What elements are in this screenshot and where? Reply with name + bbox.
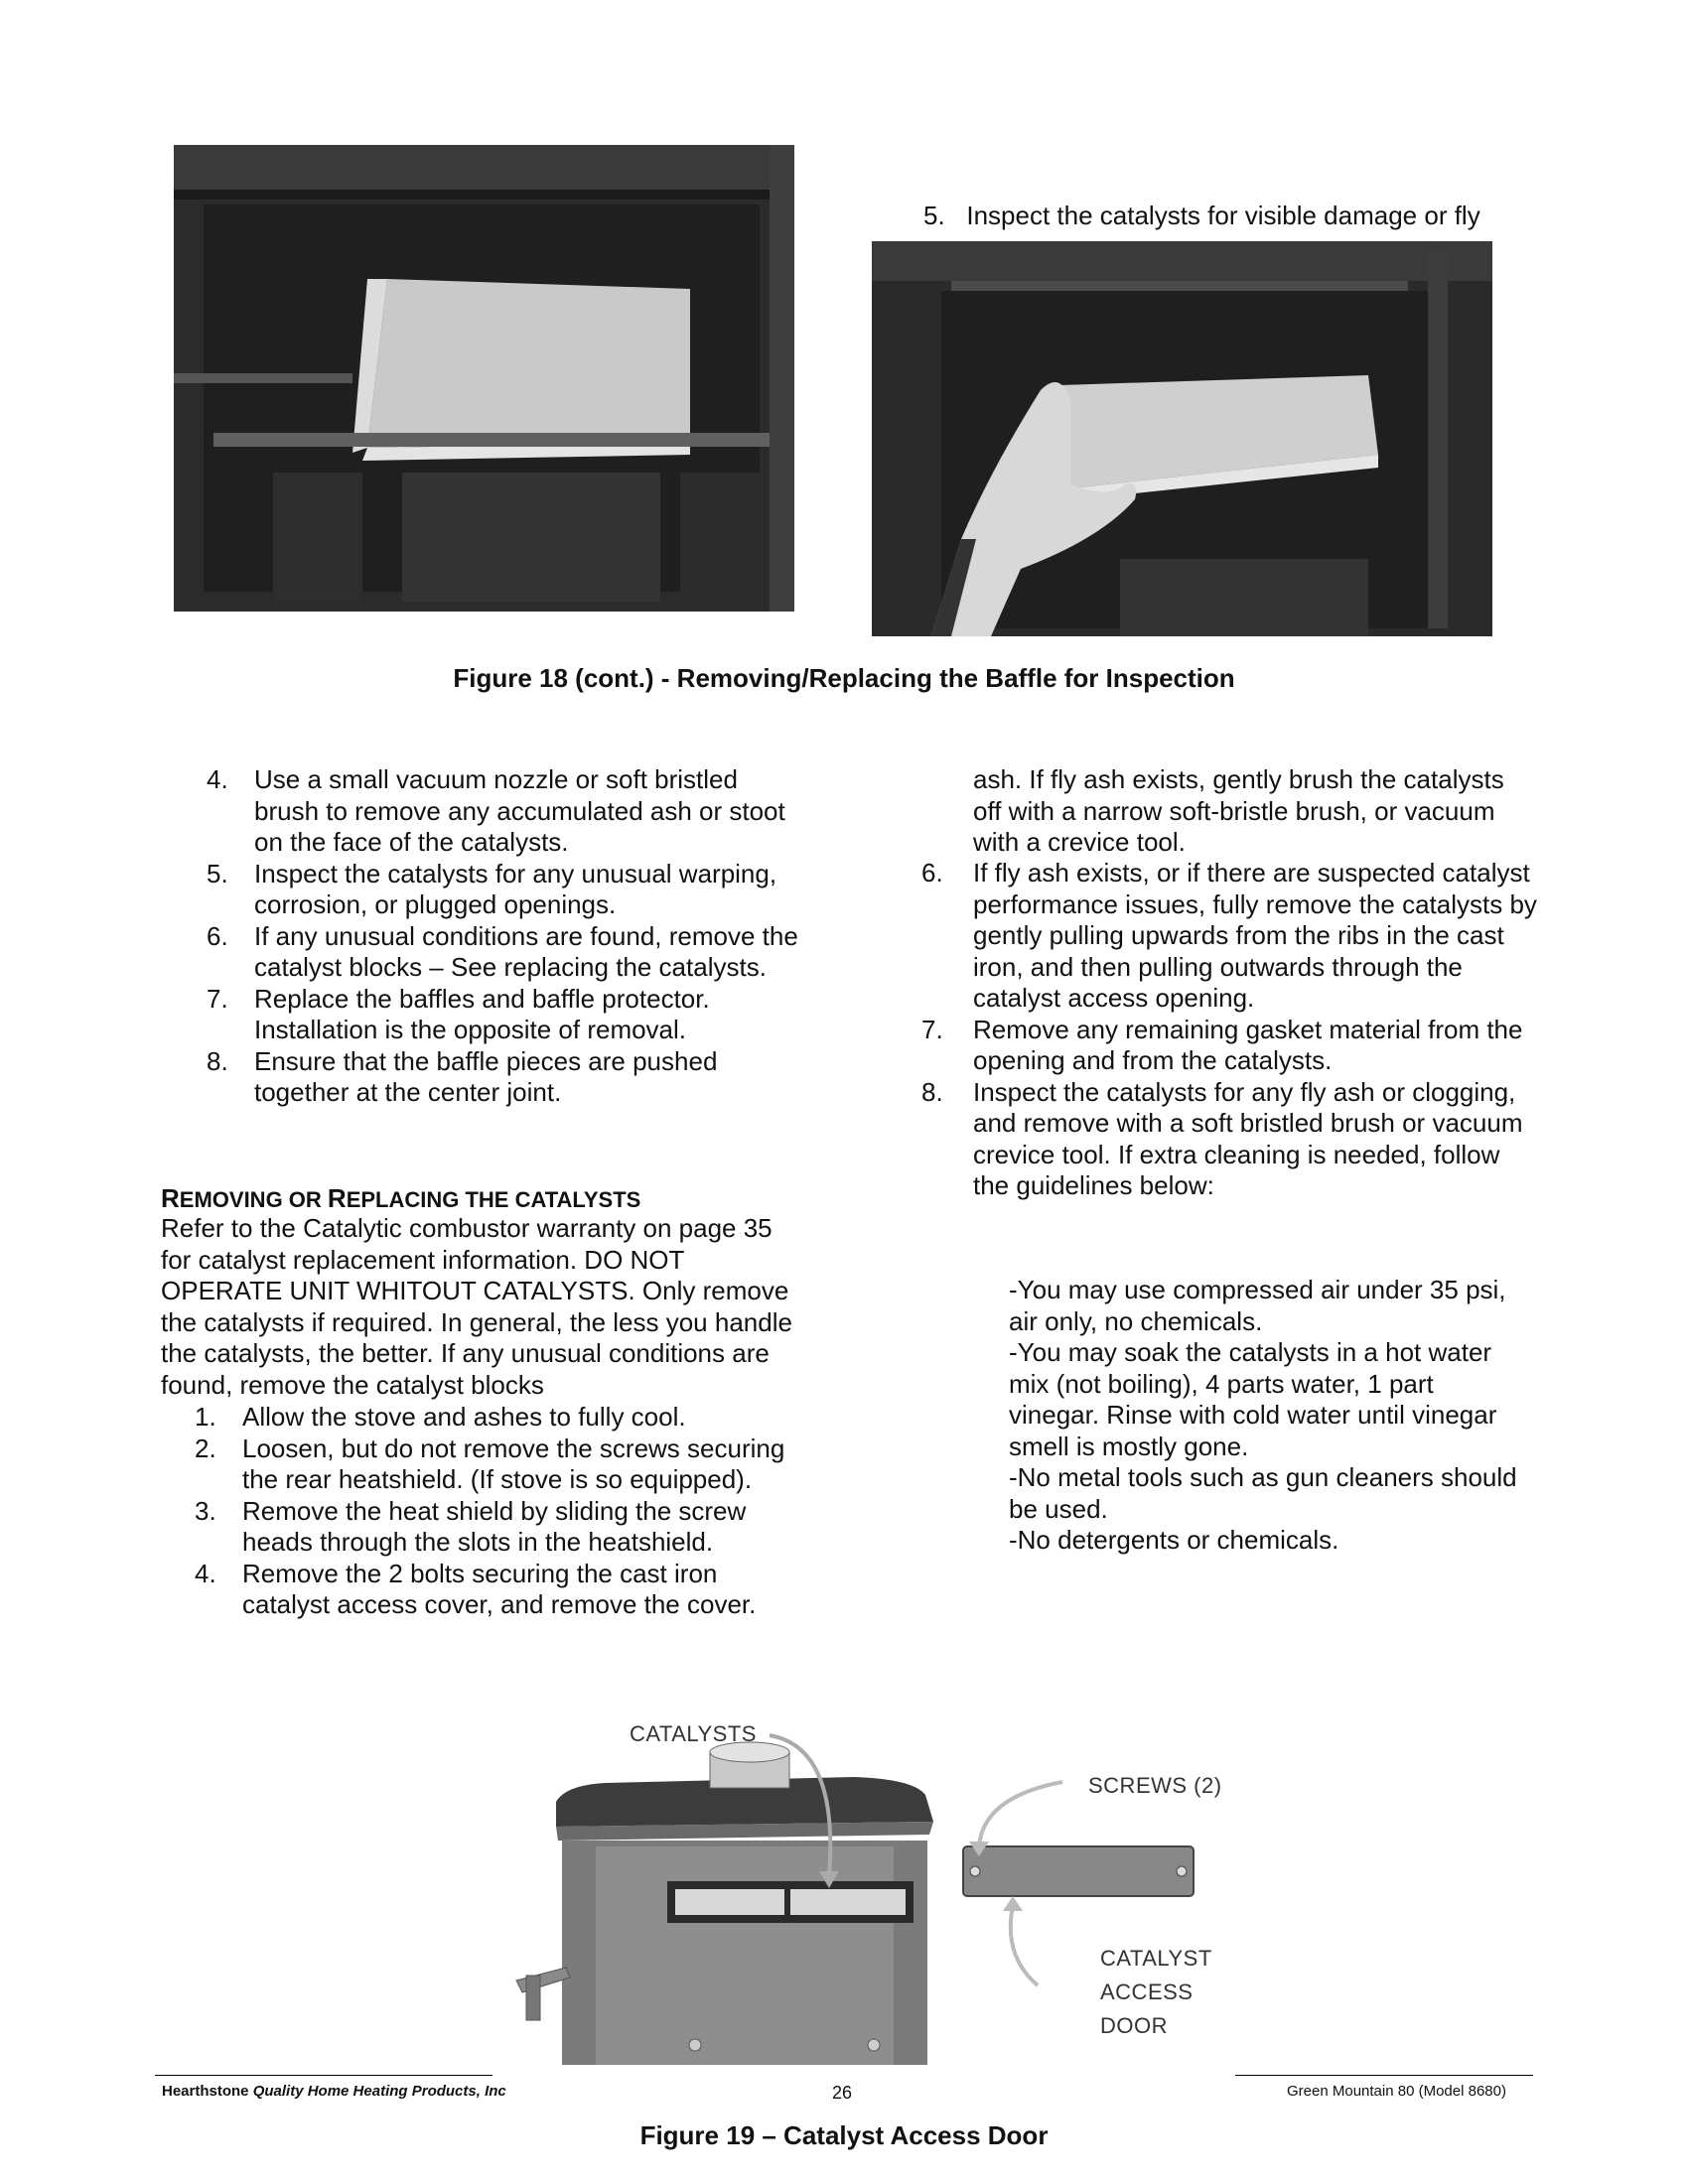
footer-model: Green Mountain 80 (Model 8680) <box>1287 2083 1506 2100</box>
heading-part-2: EPLACING THE CATALYSTS <box>346 1187 641 1212</box>
left-step-3 <box>207 984 802 1046</box>
heading-initial-r2: R <box>327 1183 347 1213</box>
guideline-1: -You may use compressed air under 35 psi, air only, no chemicals. <box>1009 1275 1506 1336</box>
step-text: Use a small vacuum nozzle or soft bristled brush to remove any accumulated ash or stoot on the face of the catalysts. <box>254 764 785 857</box>
section-step-3 <box>195 1559 810 1621</box>
section-step-2 <box>195 1496 810 1559</box>
step-number: 4. <box>207 764 228 794</box>
section-step-0 <box>195 1402 810 1433</box>
step-text: Remove the 2 bolts securing the cast iron catalyst access cover, and remove the cover. <box>242 1558 757 1619</box>
right-step-1 <box>921 1015 1537 1077</box>
section-step-1 <box>195 1433 810 1496</box>
label-catalysts: CATALYSTS <box>630 1721 757 1746</box>
footer-brand <box>162 2083 506 2100</box>
footer-page-number: 26 <box>832 2083 853 2103</box>
guideline-2: -You may soak the catalysts in a hot water mix (not boiling), 4 parts water, 1 part vinegar. Rinse with cold water until vinegar smell is mostly gone. <box>1009 1337 1497 1461</box>
step-number: 3. <box>195 1495 216 1526</box>
label-catalyst-access-door <box>1100 1942 1212 2043</box>
figure-18-caption: Figure 18 (cont.) - Removing/Replacing the Baffle for Inspection <box>453 663 1235 693</box>
section-steps-list <box>195 1402 810 1621</box>
step-text: If any unusual conditions are found, remove the catalyst blocks – See replacing the catalysts. <box>254 920 798 982</box>
cleaning-guidelines <box>1009 1275 1525 1557</box>
step-text: Ensure that the baffle pieces are pushed together at the center joint. <box>254 1045 718 1107</box>
label-door-line-1: CATALYST <box>1100 1946 1212 1971</box>
baffle-photo-right <box>872 241 1492 636</box>
heading-initial-r1: R <box>161 1183 180 1213</box>
footer-rule-right <box>1235 2075 1533 2076</box>
step-text: Loosen, but do not remove the screws securing the rear heatshield. (If stove is so equipped). <box>242 1433 785 1494</box>
step-text: Allow the stove and ashes to fully cool. <box>242 1402 686 1432</box>
top-step-text: 5. Inspect the catalysts for visible damage or fly <box>923 201 1480 230</box>
step-number: 4. <box>195 1558 216 1588</box>
right-continuation: ash. If fly ash exists, gently brush the catalysts off with a narrow soft-bristle brush, or vacuum with a crevice tool. <box>973 764 1504 857</box>
step-number: 8. <box>207 1045 228 1076</box>
step-number: 5. <box>207 858 228 888</box>
right-step-2 <box>921 1077 1537 1202</box>
guideline-4: -No detergents or chemicals. <box>1009 1525 1339 1555</box>
left-step-0 <box>207 764 802 859</box>
step-number: 7. <box>207 983 228 1014</box>
label-door-line-3: DOOR <box>1100 2013 1168 2038</box>
step-text: Inspect the catalysts for any fly ash or clogging, and remove with a soft bristled brush or vacuum crevice tool. If extra cleaning is needed, follow the guidelines below: <box>973 1076 1523 1200</box>
step-number: 7. <box>921 1014 943 1044</box>
left-step-1 <box>207 859 802 921</box>
left-step-2 <box>207 921 802 984</box>
footer-tagline: Quality Home Heating Products, Inc <box>252 2083 506 2100</box>
left-step-4 <box>207 1046 802 1109</box>
step-text: If fly ash exists, or if there are suspected catalyst performance issues, fully remove the catalysts by gently pulling upwards from the ribs in the cast iron, and then pulling outwards through the catalyst access opening. <box>973 858 1537 1013</box>
step-text: Replace the baffles and baffle protector. Installation is the opposite of removal. <box>254 983 710 1044</box>
step-text: Inspect the catalysts for any unusual warping, corrosion, or plugged openings. <box>254 858 777 919</box>
label-door-line-2: ACCESS <box>1100 1979 1194 2004</box>
guideline-3: -No metal tools such as gun cleaners should be used. <box>1009 1462 1517 1524</box>
step-number: 1. <box>195 1402 216 1432</box>
section-heading <box>161 1183 640 1214</box>
footer-brand-name: Hearthstone <box>162 2083 249 2100</box>
right-step-0 <box>921 858 1537 1015</box>
figure-19-caption: Figure 19 – Catalyst Access Door <box>639 2120 1049 2150</box>
left-steps-list <box>207 764 802 1109</box>
heading-part-1: EMOVING OR <box>179 1187 328 1212</box>
step-number: 6. <box>921 858 943 887</box>
step-number: 8. <box>921 1076 943 1107</box>
step-number: 6. <box>207 920 228 951</box>
step-text: Remove any remaining gasket material from the opening and from the catalysts. <box>973 1014 1523 1075</box>
label-screws: SCREWS (2) <box>1088 1773 1222 1798</box>
section-intro: Refer to the Catalytic combustor warranty on page 35 for catalyst replacement information. DO NOT OPERATE UNIT WHITOUT CATALYSTS. Only remove the catalysts if required. In general, the less you handle the catalysts, the better. If any unusual conditions are found, remove the catalyst blocks <box>161 1213 792 1400</box>
right-steps-list <box>921 858 1537 1202</box>
step-text: Remove the heat shield by sliding the screw heads through the slots in the heatshield. <box>242 1495 747 1557</box>
step-number: 2. <box>195 1433 216 1463</box>
footer-rule-left <box>155 2075 492 2076</box>
baffle-photo-left <box>174 145 794 612</box>
